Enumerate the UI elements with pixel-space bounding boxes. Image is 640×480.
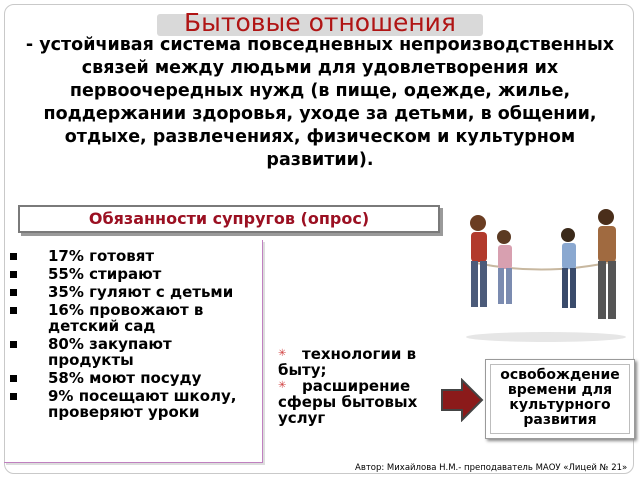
slide-title: Бытовые отношения (184, 8, 456, 37)
list-item (278, 346, 448, 378)
bullet-icon: ✳ (278, 348, 287, 359)
reason-text: расширение сферы бытовых услуг (278, 377, 418, 427)
section-header (18, 205, 440, 233)
list-item: 55% стирают (10, 266, 260, 282)
right-arrow-icon (440, 378, 484, 426)
list-item: 58% моют посуду (10, 370, 260, 386)
list-item: 35% гуляют с детьми (10, 284, 260, 300)
result-box (485, 359, 635, 439)
list-item: 9% посещают школу, проверяют уроки (10, 388, 260, 420)
reasons-list (278, 346, 448, 426)
reason-text: технологии в быту; (278, 345, 417, 379)
author-footer: Автор: Михайлова Н.М.- преподаватель МАОУ «Лицей № 21» (355, 463, 628, 473)
list-item: 17% готовят (10, 248, 260, 264)
family-tug-of-war-illustration (456, 205, 634, 345)
bullet-icon: ✳ (278, 380, 287, 391)
definition-text: - устойчивая система повседневных непроизводственных связей между людьми для удовлетворения их первоочередных нужд (в пище, одежде, жилье, поддержании здоровья, уходе за детьми, в общении, отдыхе, развлечениях, физическом и культурном развитии). (25, 35, 615, 170)
list-item (278, 378, 448, 426)
list-item: 80% закупают продукты (10, 336, 260, 368)
section-header-label: Обязанности супругов (опрос) (88, 209, 370, 228)
stats-list (10, 248, 260, 422)
result-text: освобождение времени для культурного развития (490, 364, 630, 434)
list-item: 16% провожают в детский сад (10, 302, 260, 334)
